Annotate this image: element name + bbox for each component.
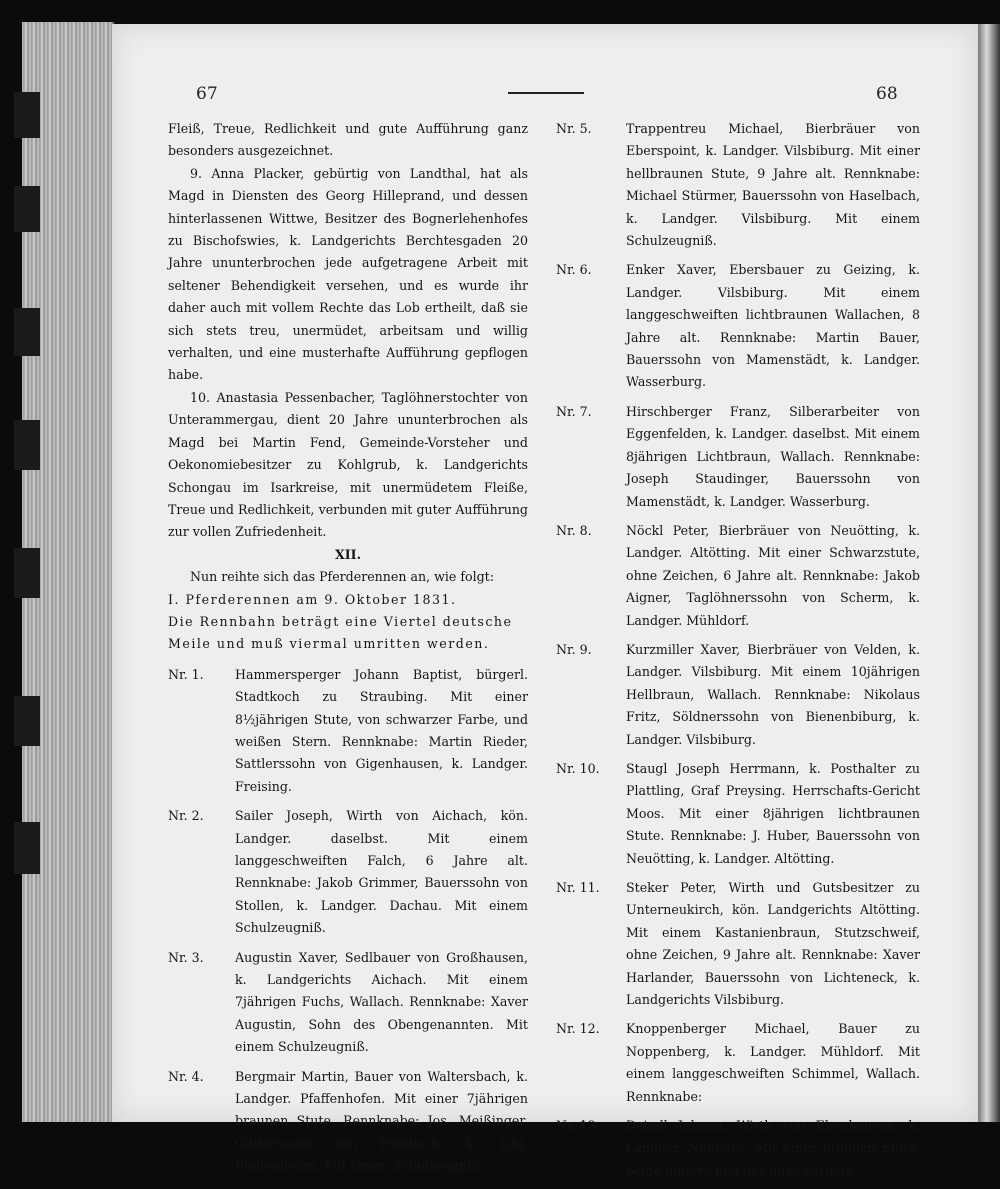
entry-text: Steker Peter, Wirth und Gutsbesitzer zu Unterneukirch, kön. Landgerichts Altötting. Mit einem Kastanienbraun, Stutzschweif, ohne Zeichen, 9 Jahre alt. Rennknabe: Xaver Harlander, Bauerssohn von Lichteneck, k. Landgerichts Vilsbiburg. — [626, 880, 920, 1008]
binding-tab — [14, 696, 40, 746]
entry-number: Nr. 6. — [556, 262, 592, 278]
entry-number: Nr. 1. — [168, 666, 204, 682]
page-number-left: 67 — [196, 84, 218, 104]
race-entry — [168, 947, 528, 1059]
binding-tab — [14, 92, 40, 138]
entry-text: Kurzmiller Xaver, Bierbräuer von Velden, k. Landger. Vilsbiburg. Mit einem 10jährigen Hellbraun, Wallach. Rennknabe: Nikolaus Fritz, Söldnerssohn von Bienenbiburg, k. Landger. Vilsbiburg. — [626, 641, 920, 747]
section-heading: XII. — [335, 546, 361, 562]
race-entry — [556, 259, 920, 393]
race-entry — [168, 1066, 528, 1178]
race-entry — [168, 805, 528, 939]
race-entry — [556, 877, 920, 1011]
entry-number: Nr. 10. — [556, 760, 600, 776]
intro-text: Fleiß, Treue, Redlichkeit und gute Aufführung ganz besonders ausgezeichnet. — [168, 121, 528, 159]
page-fore-edge — [978, 24, 1000, 1122]
paragraph-10: 10. Anastasia Pessenbacher, Taglöhnerstochter von Unterammergau, dient 20 Jahre ununterbrochen als Magd bei Martin Fend, Gemeinde-Vorsteher und Oekonomiebesitzer zu Kohlgrub, k. Landgerichts Schongau im Isarkreise, mit unermüdetem Fleiße, Treue und Redlichkeit, verbunden mit guter Aufführung zur vollen Zufriedenheit. — [168, 389, 528, 540]
entry-text: Trappentreu Michael, Bierbräuer von Eberspoint, k. Landger. Vilsbiburg. Mit einer hellbraunen Stute, 9 Jahre alt. Rennknabe: Michael Stürmer, Bauerssohn von Haselbach, k. Landger. Vilsbiburg. Mit einem Schulzeugniß. — [626, 121, 920, 249]
entry-text: Hirschberger Franz, Silberarbeiter von Eggenfelden, k. Landger. daselbst. Mit einem 8jährigen Lichtbraun, Wallach. Rennknabe: Joseph Staudinger, Bauerssohn von Mamenstädt, k. Landger. Wasserburg. — [626, 403, 920, 509]
right-column — [556, 118, 920, 1189]
header-rule — [508, 92, 584, 94]
race-note: Die Rennbahn beträgt eine Viertel deutsche Meile und muß viermal umritten werden. — [168, 613, 513, 652]
entry-number: Nr. 13. — [556, 1118, 600, 1134]
entry-number: Nr. 9. — [556, 641, 592, 657]
entry-text: Hammersperger Johann Baptist, bürgerl. Stadtkoch zu Straubing. Mit einer 8½jährigen Stute, von schwarzer Farbe, und weißen Stern. Rennknabe: Martin Rieder, Sattlerssohn von Gigenhausen, k. Landger. Freising. — [235, 666, 528, 794]
entry-text: Augustin Xaver, Sedlbauer von Großhausen, k. Landgerichts Aichach. Mit einem 7jährigen Fuchs, Wallach. Rennknabe: Xaver Augustin, Sohn des Obengenannten. Mit einem Schulzeugniß. — [235, 949, 528, 1055]
entry-text: Nöckl Peter, Bierbräuer von Neuötting, k. Landger. Altötting. Mit einer Schwarzstute, ohne Zeichen, 6 Jahre alt. Rennknabe: Jakob Aigner, Taglöhnerssohn von Scherm, k. Landger. Mühldorf. — [626, 522, 920, 628]
entry-number: Nr. 8. — [556, 522, 592, 538]
entry-number: Nr. 4. — [168, 1068, 204, 1084]
binding-tab — [14, 186, 40, 232]
entry-number: Nr. 3. — [168, 949, 204, 965]
race-entry — [556, 520, 920, 632]
race-entry — [556, 118, 920, 252]
race-entry — [168, 664, 528, 798]
entry-text: Sailer Joseph, Wirth von Aichach, kön. Landger. daselbst. Mit einem langgeschweiften Falch, 6 Jahre alt. Rennknabe: Jakob Grimmer, Bauerssohn von Stollen, k. Landger. Dachau. Mit einem Schulzeugniß. — [235, 808, 528, 936]
entry-number: Nr. 2. — [168, 808, 204, 824]
entry-text: Knoppenberger Michael, Bauer zu Noppenberg, k. Landger. Mühldorf. Mit einem langgeschweiften Schimmel, Wallach. Rennknabe: — [626, 1021, 920, 1104]
page-number-right: 68 — [876, 84, 898, 104]
race-entry — [556, 401, 920, 513]
race-entry — [556, 758, 920, 870]
race-entry — [556, 639, 920, 751]
entry-text: Staugl Joseph Herrmann, k. Posthalter zu Plattling, Graf Preysing. Herrschafts-Gericht Moos. Mit einer 8jährigen lichtbraunen Stute. Rennknabe: J. Huber, Bauerssohn von Neuötting, k. Landger. Altötting. — [626, 760, 920, 866]
entry-number: Nr. 5. — [556, 121, 592, 136]
binding-tab — [14, 548, 40, 598]
section-intro: Nun reihte sich das Pferderennen an, wie folgt: — [190, 569, 494, 585]
entry-text: Bergmair Martin, Bauer von Waltersbach, k. Landger. Pfaffenhofen. Mit einer 7jährigen braunen Stute. Rennknabe: Jos. Meißinger, Gütlerssohn von Pörnbach, k. Ldg. Pfaffenhofen. Mit einem Schulzeugniß. — [235, 1068, 528, 1174]
entry-number: Nr. 11. — [556, 880, 600, 895]
race-entry — [556, 1018, 920, 1108]
entry-number: Nr. 7. — [556, 403, 592, 419]
binding-tab — [14, 308, 40, 356]
race-entry — [556, 1115, 920, 1182]
paragraph-9: 9. Anna Placker, gebürtig von Landthal, hat als Magd in Diensten des Georg Hilleprand, und dessen hinterlassenen Wittwe, Besitzer des Bognerlehenhofes zu Bischofswies, k. Landgerichts Berchtesgaden 20 Jahre ununterbrochen jede aufgetragene Arbeit mit seltener Behendigkeit versehen, und es wurde ihr daher auch mit vollem Rechte das Lob ertheilt, daß sie sich stets treu, unermüdet, arbeitsam und willig verhalten, und eine musterhafte Aufführung gepflogen habe. — [168, 165, 528, 383]
race-title: I. Pferderennen am 9. Oktober 1831. — [168, 591, 457, 607]
binding-tab — [14, 420, 40, 470]
entry-number: Nr. 12. — [556, 1021, 600, 1037]
binding-tab — [14, 822, 40, 874]
left-column — [168, 118, 528, 1185]
entry-text: Deindl Johann, Wirth von Ebenhausen, k. Landger. Neuburg. Mit einer braunen Stute, beide hintere und der linke vordere — [626, 1118, 920, 1178]
entry-text: Enker Xaver, Ebersbauer zu Geizing, k. Landger. Vilsbiburg. Mit einem langgeschweiften lichtbraunen Wallachen, 8 Jahre alt. Rennknabe: Martin Bauer, Bauerssohn von Mamenstädt, k. Landger. Wasserburg. — [626, 262, 920, 390]
